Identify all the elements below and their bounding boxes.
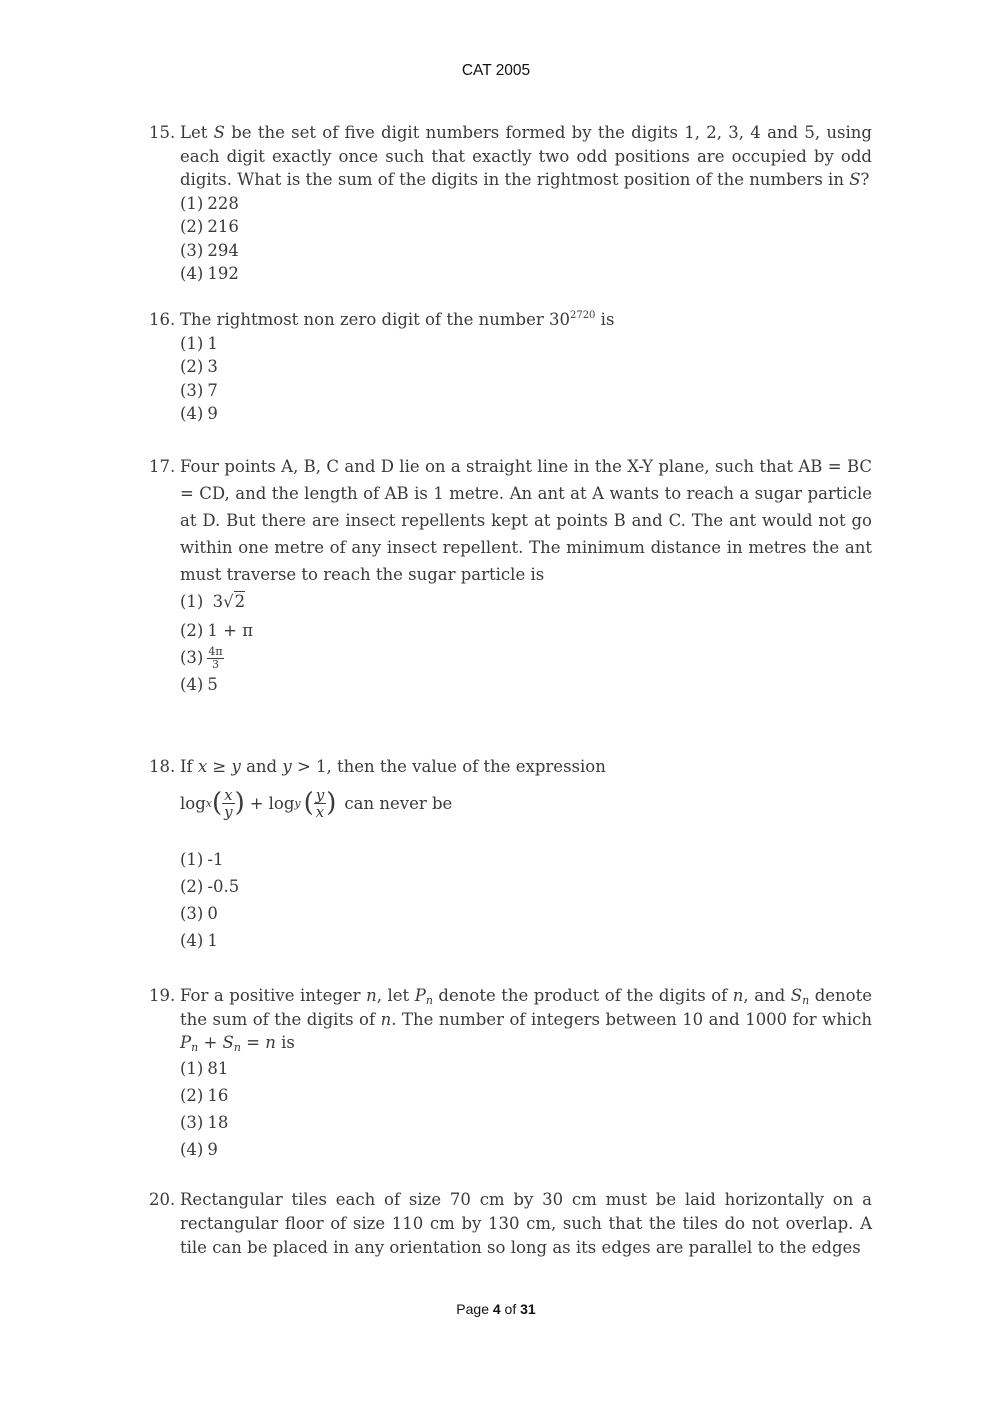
option-1[interactable]: (1) 228 xyxy=(180,193,239,213)
option-3[interactable]: (3) $\frac{4\pi}{3}$ xyxy=(180,645,223,671)
option-2[interactable]: (2) 16 xyxy=(180,1085,229,1105)
page-footer: Page 4 of 31 xyxy=(456,1301,536,1317)
option-2[interactable]: (2) -0.5 xyxy=(180,876,240,896)
question-18 xyxy=(149,755,872,954)
options-list xyxy=(180,846,872,954)
options-list xyxy=(180,192,872,286)
exponent: 2720 xyxy=(569,310,596,321)
option-3[interactable]: (3) 0 xyxy=(180,903,218,923)
option-1[interactable]: (1) 3√2 xyxy=(180,592,246,611)
sqrt-symbol: √ xyxy=(223,592,234,611)
question-text: Four points A, B, C and D lie on a straight line in the X-Y plane, such that AB = BC = CD, and the length of AB is 1 metre. An ant at A wants to reach a sugar particle at D. But there are insect repellents kept at points B and C. The ant would not go within one metre of any insect repellent. The minimum distance in metres the ant must traverse to reach the sugar particle is xyxy=(180,457,872,584)
question-number: 20. xyxy=(149,1190,176,1209)
options-list xyxy=(180,1055,872,1163)
fraction: $\frac{4\pi}{3}$ xyxy=(208,645,223,671)
question-15 xyxy=(149,121,872,286)
question-text: Let S be the set of five digit numbers formed by the digits 1, 2, 3, 4 and 5, using each digit exactly once such that exactly two odd positions are occupied by odd digits. What is the sum of the digits in the rightmost position of the numbers in S? xyxy=(180,123,872,189)
option-2[interactable]: (2) 216 xyxy=(180,217,239,236)
options-list xyxy=(180,588,872,698)
question-number: 18. xyxy=(149,757,176,776)
option-4[interactable]: (4) 9 xyxy=(180,404,218,423)
question-text: Rectangular tiles each of size 70 cm by 30 cm must be laid horizontally on a rectangular floor of size 110 cm by 130 cm, such that the tiles do not overlap. A tile can be placed in any orientation so long as its edges are parallel to the edges xyxy=(180,1190,872,1257)
question-19 xyxy=(149,984,872,1163)
option-4[interactable]: (4) 5 xyxy=(180,675,218,694)
options-list xyxy=(180,332,872,426)
question-text: For a positive integer n, let $P_n$ denote the product of the digits of n, and $S_n$ denote the sum of the digits of n. The number of integers between 10 and 1000 for which $P_n + S_n = n$ is xyxy=(180,986,872,1054)
page-header: CAT 2005 xyxy=(461,62,531,79)
question-number: 17. xyxy=(149,457,176,476)
option-2[interactable]: (2) 3 xyxy=(180,357,218,376)
option-1[interactable]: (1) 1 xyxy=(180,333,218,353)
question-20 xyxy=(149,1188,872,1260)
question-16 xyxy=(149,308,872,426)
option-1[interactable]: (1) 81 xyxy=(180,1058,229,1078)
question-text: The rightmost non zero digit of the number $30^{2720}$ is xyxy=(180,310,615,329)
question-17 xyxy=(149,453,872,698)
question-text: If x ≥ y and y > 1, then the value of the expression xyxy=(180,757,606,776)
option-3[interactable]: (3) 294 xyxy=(180,240,239,260)
option-2[interactable]: (2) 1 + π xyxy=(180,621,254,640)
option-1[interactable]: (1) -1 xyxy=(180,849,224,869)
question-number: 19. xyxy=(149,986,176,1005)
option-4[interactable]: (4) 9 xyxy=(180,1139,218,1159)
option-3[interactable]: (3) 18 xyxy=(180,1112,229,1132)
question-number: 16. xyxy=(149,310,176,329)
option-4[interactable]: (4) 192 xyxy=(180,264,239,283)
current-page: 4 xyxy=(492,1301,501,1317)
total-pages: 31 xyxy=(520,1301,536,1317)
option-3[interactable]: (3) 7 xyxy=(180,380,218,400)
option-4[interactable]: (4) 1 xyxy=(180,930,218,950)
math-expression: log x ( x y ) + log y ( y x ) can never be xyxy=(180,786,453,821)
question-number: 15. xyxy=(149,123,176,142)
